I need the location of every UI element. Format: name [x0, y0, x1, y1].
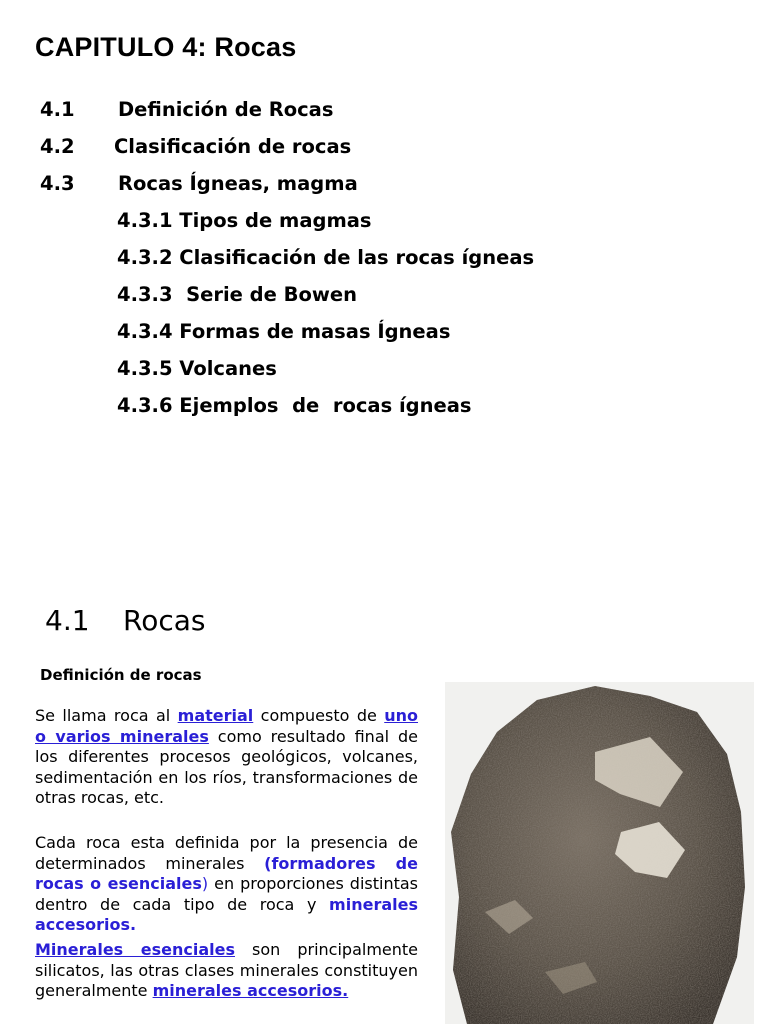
- toc-label: Clasificación de rocas: [114, 135, 352, 158]
- text: compuesto de: [253, 706, 385, 725]
- toc-number: 4.3: [40, 172, 75, 195]
- page-title: CAPITULO 4: Rocas: [35, 32, 297, 62]
- text: son principalmente silicatos, las otras clases minerales constituyen generalmente: [35, 940, 419, 1000]
- link-minerales-accesorios[interactable]: minerales accesorios.: [152, 981, 349, 1000]
- toc-sublabel: 4.3.1 Tipos de magmas: [117, 209, 372, 232]
- link-material[interactable]: material: [177, 706, 254, 725]
- section-title: Rocas: [123, 604, 206, 637]
- section-number: 4.1: [45, 604, 90, 637]
- rock-texture: [451, 686, 745, 1024]
- link-minerales[interactable]: uno o varios minerales: [35, 706, 419, 746]
- toc-sublabel: 4.3.2 Clasificación de las rocas ígneas: [117, 246, 535, 269]
- paragraph-essential: [35, 940, 418, 1002]
- toc-number: 4.2: [40, 135, 75, 158]
- toc-label: Rocas Ígneas, magma: [118, 172, 358, 195]
- toc-sublabel: 4.3.6 Ejemplos de rocas ígneas: [117, 394, 472, 417]
- highlight-formadores: (formadores de rocas o esenciales: [35, 853, 418, 893]
- rock-illustration: [445, 682, 754, 1024]
- rock-photo: [445, 682, 754, 1024]
- link-minerales-esenciales[interactable]: Minerales esenciales: [35, 940, 235, 959]
- text: Se llama roca al: [35, 706, 178, 725]
- text: Cada roca esta definida por la presencia de determinados minerales: [35, 833, 418, 873]
- toc-label: Definición de Rocas: [118, 98, 334, 121]
- toc-number: 4.1: [40, 98, 75, 121]
- paragraph-definition: [35, 706, 418, 809]
- text: como resultado final de los diferentes procesos geológicos, volcanes, sedimentación en los ríos, transformaciones de otras rocas, etc.: [35, 726, 418, 807]
- toc-sublabel: 4.3.3 Serie de Bowen: [117, 283, 358, 306]
- highlight-accesorios: minerales accesorios.: [35, 894, 418, 934]
- highlight-paren: ): [201, 874, 209, 893]
- text: en proporciones distintas dentro de cada tipo de roca y: [35, 874, 418, 914]
- toc-sublabel: 4.3.4 Formas de masas Ígneas: [117, 320, 451, 343]
- paragraph-minerals: [35, 833, 418, 936]
- toc-sublabel: 4.3.5 Volcanes: [117, 357, 277, 380]
- subheading: Definición de rocas: [40, 666, 202, 684]
